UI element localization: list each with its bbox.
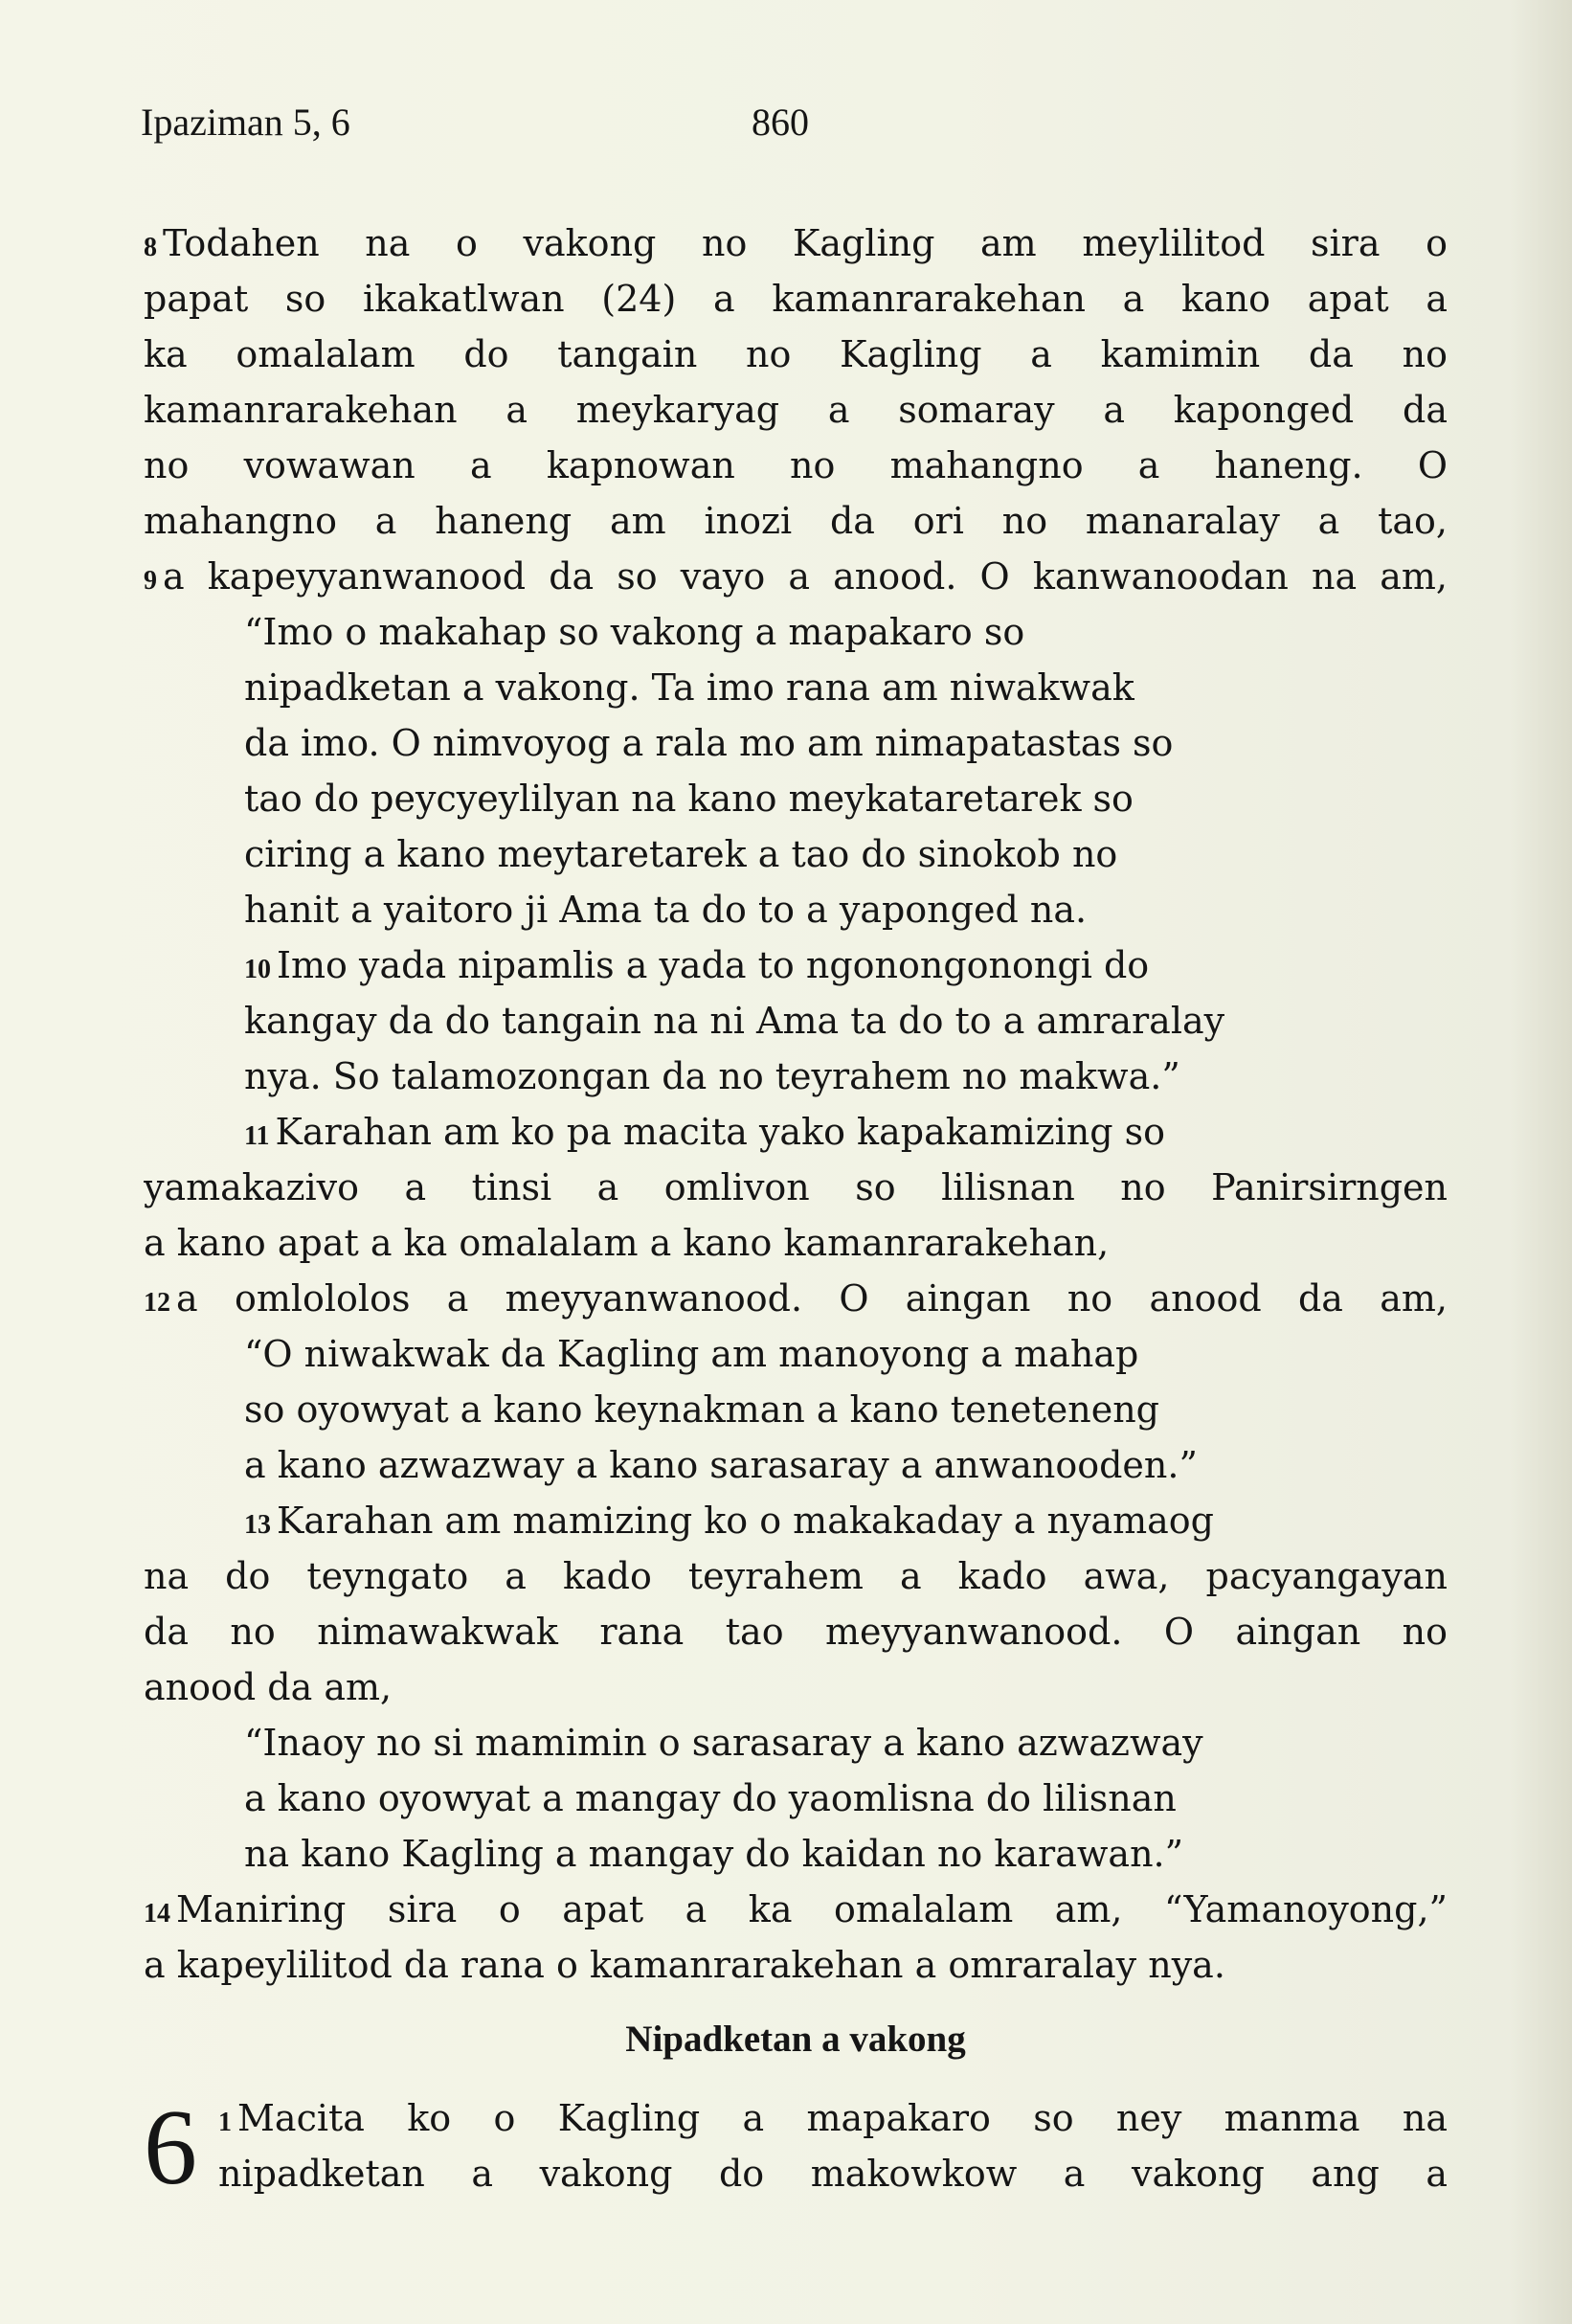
section-heading: Nipadketan a vakong xyxy=(625,2019,966,2060)
running-head xyxy=(141,100,1443,157)
verse-13-line: na do teyngato a kado teyrahem a kado awa, pacyangayan xyxy=(144,1555,1448,1597)
chapter-number: 6 xyxy=(144,2088,197,2207)
verse-14-line: a kapeylilitod da rana o kamanrarakehan a omraralay nya. xyxy=(144,1944,1225,1986)
verse-9-quote-line: da imo. O nimvoyog a rala mo am nimapatastas so xyxy=(244,722,1174,764)
verse-number: 11 xyxy=(244,1121,270,1151)
verse-9-quote-line: “Imo o makahap so vakong a mapakaro so xyxy=(244,611,1025,653)
verse-11-line: yamakazivo a tinsi a omlivon so lilisnan no Panirsirngen xyxy=(144,1166,1448,1208)
verse-9-quote-line: hanit a yaitoro ji Ama ta do to a yaponged na. xyxy=(244,889,1088,931)
verse-13-quote-line: a kano oyowyat a mangay do yaomlisna do lilisnan xyxy=(244,1777,1177,1819)
verse-11-line: a kano apat a ka omalalam a kano kamanrarakehan, xyxy=(144,1222,1110,1264)
verse-number: 10 xyxy=(244,955,271,984)
verse-12-line: 12 a omlololos a meyyanwanood. O aingan no anood da am, xyxy=(144,1277,1448,1320)
body-text xyxy=(144,215,1448,2207)
verse-8-line: no vowawan a kapnowan no mahangno a haneng. O xyxy=(144,444,1448,486)
verse-9-quote-line: nipadketan a vakong. Ta imo rana am niwakwak xyxy=(244,666,1134,709)
verse-12-quote-line: a kano azwazway a kano sarasaray a anwanooden.” xyxy=(244,1444,1198,1486)
verse-number: 14 xyxy=(144,1899,170,1929)
running-head-title: Ipaziman 5, 6 xyxy=(141,101,350,144)
chapter-6-verse-1-line: nipadketan a vakong do makowkow a vakong ang a xyxy=(218,2153,1448,2195)
verse-10-line: nya. So talamozongan da no teyrahem no makwa.” xyxy=(244,1055,1180,1097)
verse-11-line: 11 Karahan am ko pa macita yako kapakamizing so xyxy=(244,1111,1166,1153)
chapter-6-block xyxy=(144,2088,1448,2207)
verse-8-line: papat so ikakatlwan (24) a kamanrarakehan a kano apat a xyxy=(144,278,1448,320)
verse-8-line: mahangno a haneng am inozi da ori no manaralay a tao, xyxy=(144,500,1448,542)
chapter-6-verse-1-line: 1 Macita ko o Kagling a mapakaro so ney manma na xyxy=(218,2097,1448,2139)
verse-10-line: kangay da do tangain na ni Ama ta do to a amraralay xyxy=(244,1000,1225,1042)
verse-12-quote-line: so oyowyat a kano keynakman a kano teneteneng xyxy=(244,1388,1159,1431)
verse-number: 13 xyxy=(244,1510,271,1540)
verse-8-line: ka omalalam do tangain no Kagling a kamimin da no xyxy=(144,333,1448,375)
verse-14-line: 14 Maniring sira o apat a ka omalalam am, “Yamanoyong,” xyxy=(144,1888,1448,1930)
verse-13-quote-line: “Inaoy no si mamimin o sarasaray a kano azwazway xyxy=(244,1722,1203,1764)
page-number: 860 xyxy=(752,101,809,144)
verse-number: 1 xyxy=(218,2108,232,2137)
verse-10-line: 10 Imo yada nipamlis a yada to ngonongonongi do xyxy=(244,944,1150,986)
verse-13-line: da no nimawakwak rana tao meyyanwanood. O aingan no xyxy=(144,1611,1448,1653)
verse-9-quote-line: ciring a kano meytaretarek a tao do sinokob no xyxy=(244,833,1118,875)
verse-8-line: 8 Todahen na o vakong no Kagling am meylilitod sira o xyxy=(144,222,1448,264)
verse-13-line: 13 Karahan am mamizing ko o makakaday a nyamaog xyxy=(244,1500,1214,1542)
verse-number: 12 xyxy=(144,1288,170,1318)
verse-13-quote-line: na kano Kagling a mangay do kaidan no karawan.” xyxy=(244,1833,1184,1875)
verse-8-line: kamanrarakehan a meykaryag a somaray a kaponged da xyxy=(144,389,1448,431)
verse-12-quote-line: “O niwakwak da Kagling am manoyong a mahap xyxy=(244,1333,1139,1375)
verse-9-quote-line: tao do peycyeylilyan na kano meykataretarek so xyxy=(244,778,1134,820)
verse-number: 9 xyxy=(144,566,157,596)
verse-13-line: anood da am, xyxy=(144,1666,393,1708)
verse-9-line: 9 a kapeyyanwanood da so vayo a anood. O kanwanoodan na am, xyxy=(144,555,1448,598)
verse-number: 8 xyxy=(144,233,157,262)
